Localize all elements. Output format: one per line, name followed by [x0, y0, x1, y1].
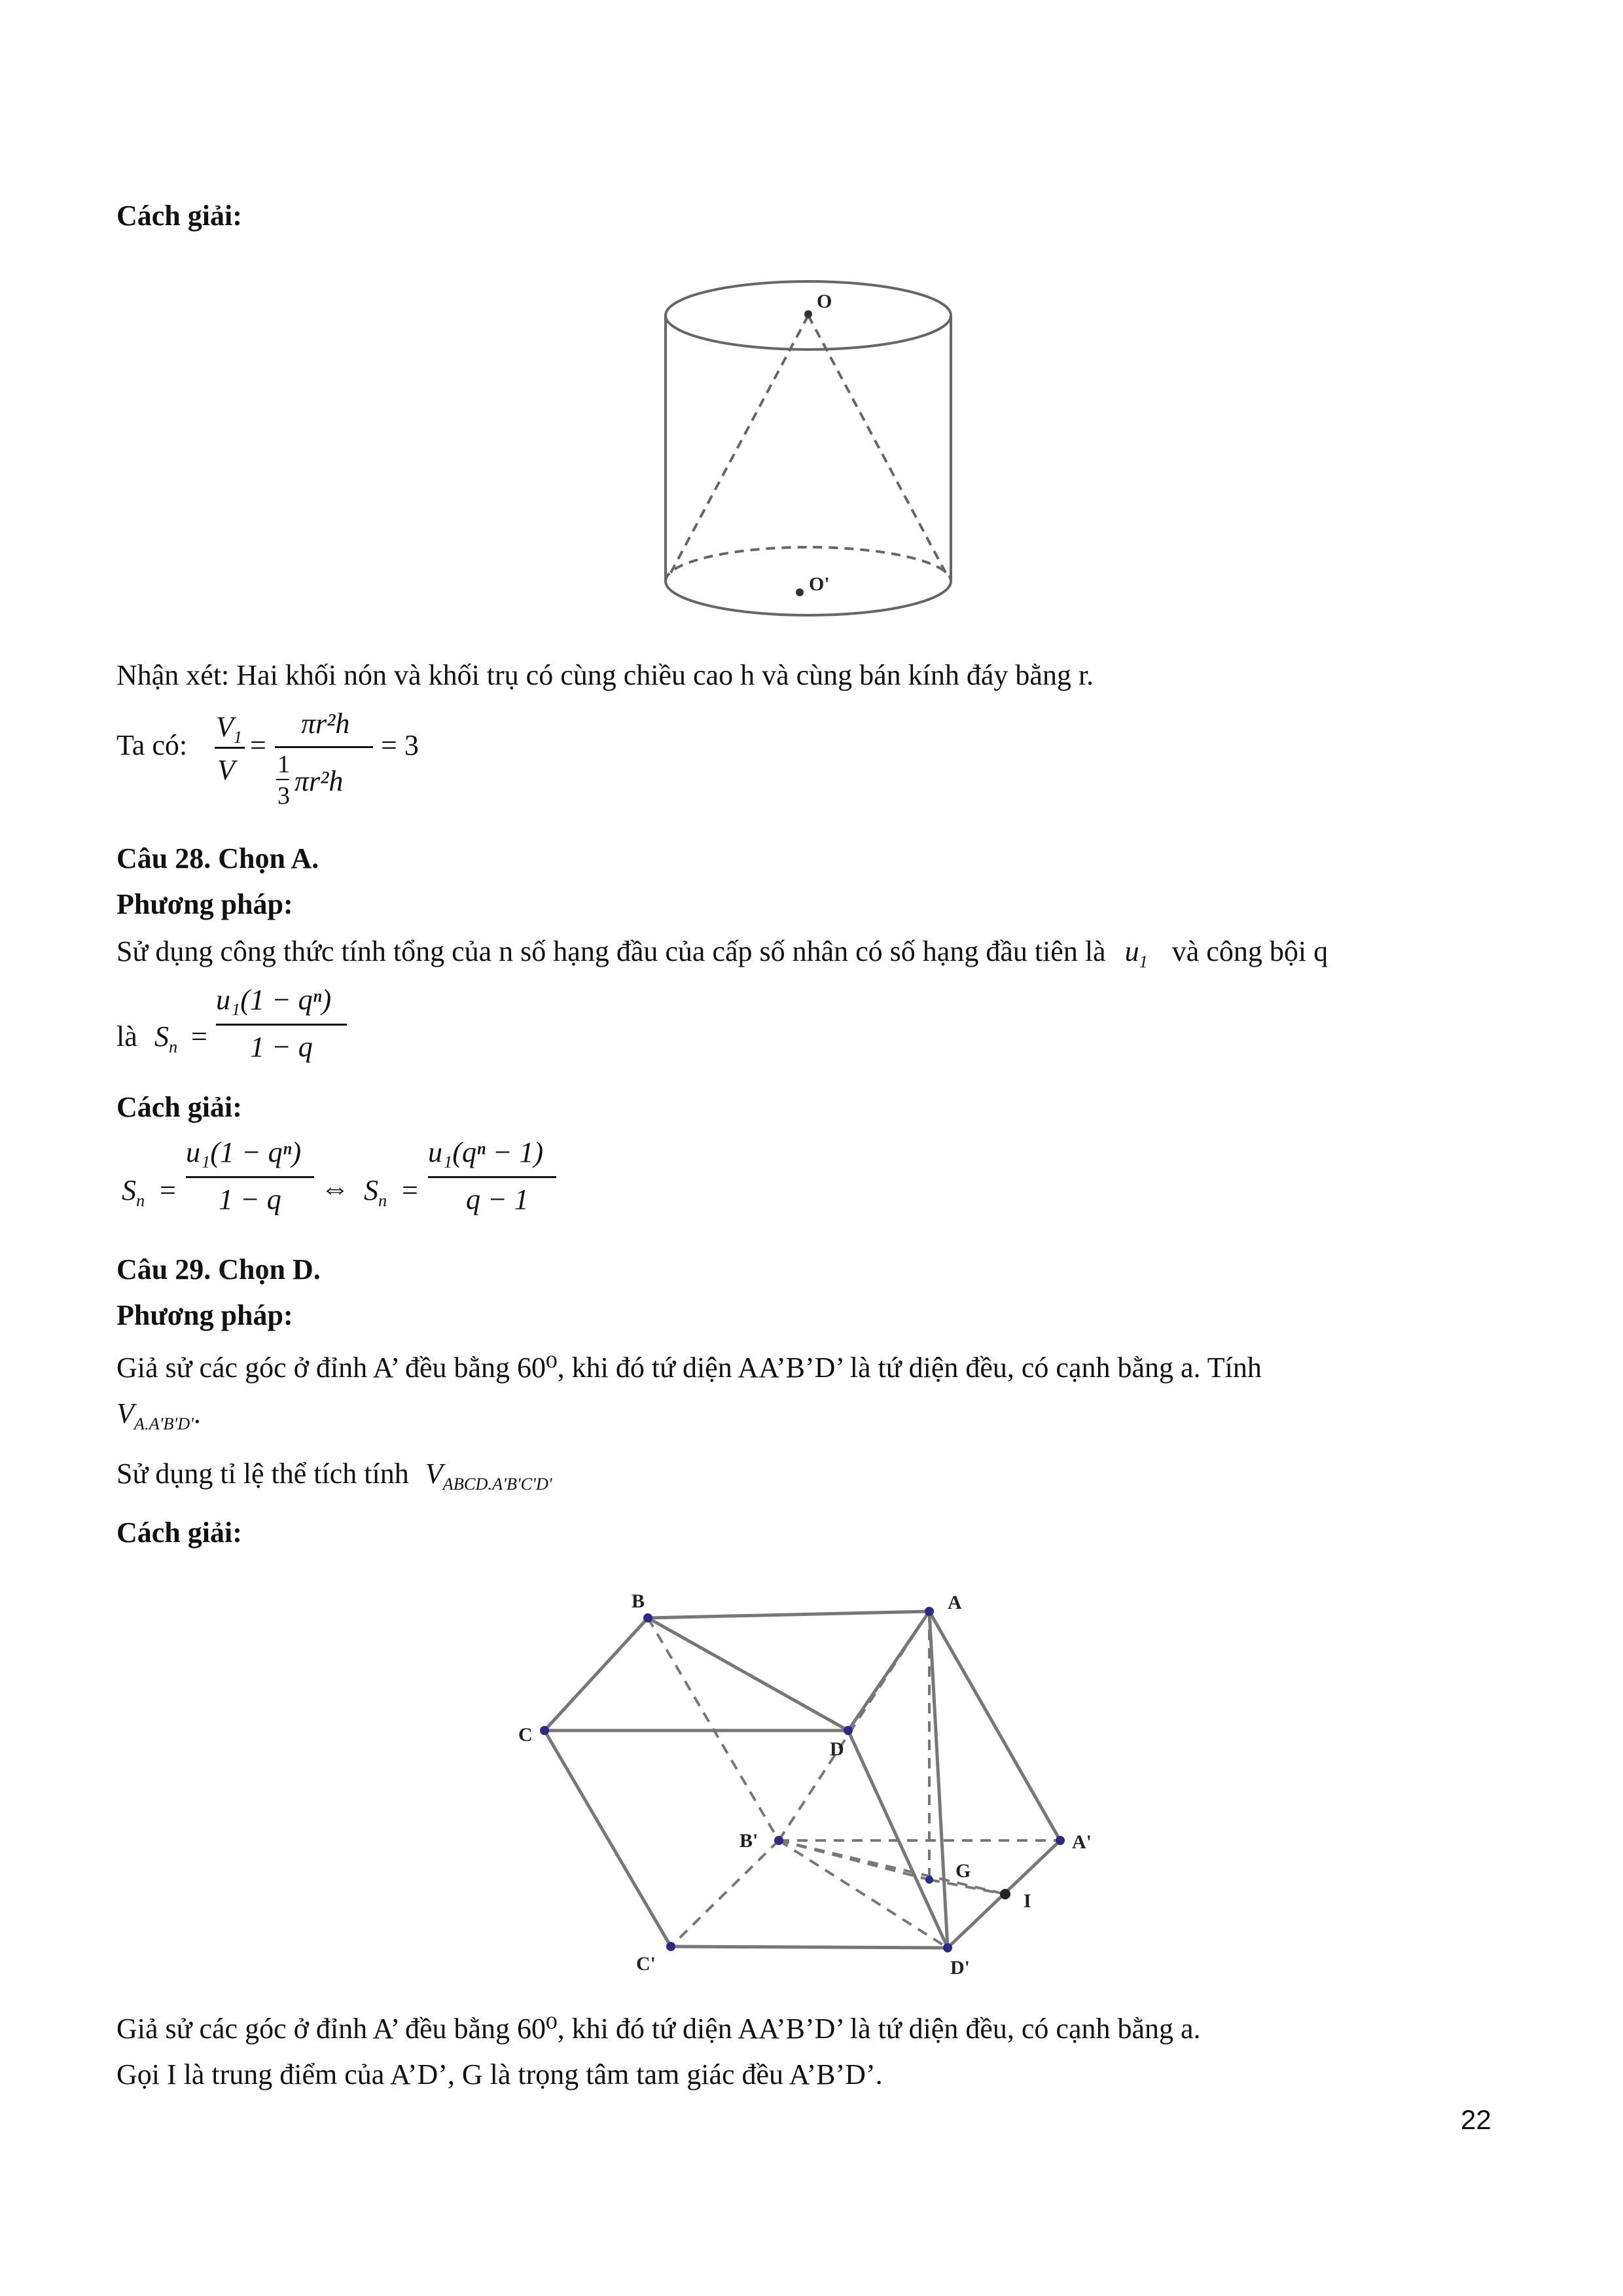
q29-method-line3: Sử dụng tỉ lệ thể tích tính $V_{ABCD.A'B'C'D'}$ — [116, 1458, 552, 1494]
q29-method-label: Phương pháp: — [116, 1299, 293, 1331]
label-d: D — [830, 1738, 844, 1760]
page-number: 22 — [1461, 2104, 1491, 2135]
label-d-prime: D' — [950, 1957, 970, 1979]
label-o-prime: O' — [809, 573, 830, 595]
parallelepiped-figure — [497, 1584, 1126, 1990]
q28-method-text: Sử dụng công thức tính tổng của n số hạng đầu của cấp số nhân có số hạng đầu tiên là $u_1$ và công bội q — [116, 935, 1329, 971]
q28-solution-label: Cách giải: — [116, 1091, 242, 1123]
q29-method-line2: $V_{A.A'B'D'}$. — [116, 1397, 201, 1433]
label-c-prime: C' — [636, 1953, 656, 1975]
q28-method-label: Phương pháp: — [116, 888, 293, 920]
remark-text: Nhận xét: Hai khối nón và khối trụ có cùng chiều cao h và cùng bán kính đáy bằng r. — [116, 659, 1094, 691]
label-c: C — [518, 1724, 533, 1746]
label-b-prime: B' — [740, 1830, 758, 1852]
solution-heading: Cách giải: — [116, 200, 242, 232]
q29-method-line1: Giả sử các góc ở đỉnh A’ đều bằng 60⁰, khi đó tứ diện AA’B’D’ là tứ diện đều, có cạnh bằng a. Tính — [116, 1352, 1262, 1384]
ta-co-label: Ta có: — [116, 729, 188, 761]
cylinder-cone-figure — [648, 275, 975, 641]
label-b: B — [632, 1590, 645, 1612]
label-a-prime: A' — [1072, 1831, 1092, 1853]
label-o: O — [817, 291, 832, 312]
q29-solution-label: Cách giải: — [116, 1516, 242, 1549]
q28-title: Câu 28. Chọn A. — [116, 842, 319, 874]
label-g: G — [955, 1860, 971, 1882]
q29-solution-line2: Gọi I là trung điểm của A’D’, G là trọng tâm tam giác đều A’B’D’. — [116, 2058, 883, 2090]
q28-la: là — [116, 1020, 137, 1052]
q29-title: Câu 29. Chọn D. — [116, 1253, 321, 1285]
q29-solution-line1: Giả sử các góc ở đỉnh A’ đều bằng 60⁰, khi đó tứ diện AA’B’D’ là tứ diện đều, có cạnh bằng a. — [116, 2013, 1201, 2045]
label-a: A — [948, 1592, 962, 1613]
label-i: I — [1024, 1890, 1031, 1912]
